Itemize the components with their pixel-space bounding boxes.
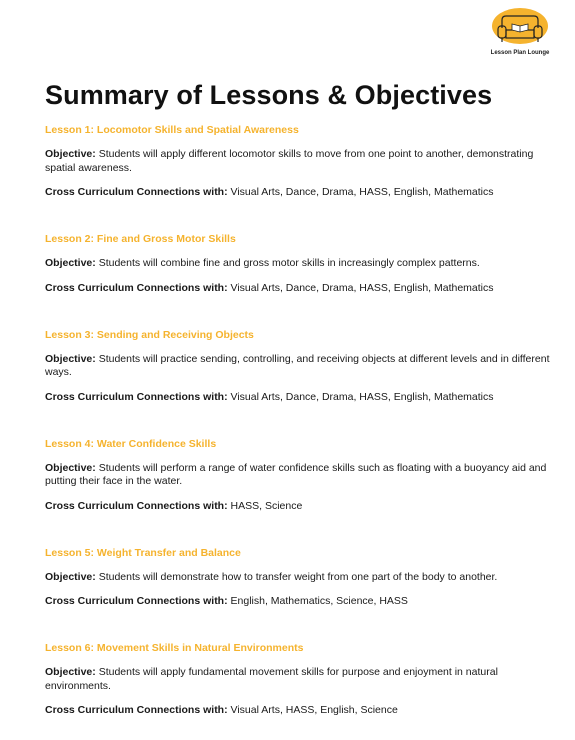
objective-text: Students will demonstrate how to transfer weight from one part of the body to another. bbox=[95, 570, 498, 583]
logo-text: Lesson Plan Lounge bbox=[490, 50, 550, 56]
lesson-connections bbox=[45, 282, 550, 295]
lesson-spacer bbox=[45, 199, 550, 233]
objective-text: Students will apply different locomotor skills to move from one point to another, demonstrating spatial awareness. bbox=[45, 148, 534, 174]
page-title: Summary of Lessons & Objectives bbox=[45, 80, 493, 110]
connections-label: Cross Curriculum Connections with: bbox=[45, 704, 228, 716]
connections-text: Visual Arts, Dance, Drama, HASS, English, Mathematics bbox=[227, 186, 494, 198]
connections-text: Visual Arts, Dance, Drama, HASS, English, Mathematics bbox=[227, 390, 494, 403]
lesson-spacer bbox=[45, 608, 550, 642]
objective-text: Students will practice sending, controlling, and receiving objects at different levels and in different ways. bbox=[45, 352, 550, 378]
connections-label: Cross Curriculum Connections with: bbox=[45, 186, 228, 198]
connections-text: HASS, Science bbox=[227, 499, 303, 512]
lesson-spacer bbox=[45, 404, 550, 438]
objective-label: Objective: bbox=[45, 352, 96, 365]
objective-text: Students will perform a range of water confidence skills such as floating with a buoyancy aid and putting their face in the water. bbox=[45, 461, 547, 487]
lesson-title: Lesson 4: Water Confidence Skills bbox=[45, 437, 217, 450]
lesson-4 bbox=[45, 438, 550, 513]
objective-text: Students will combine fine and gross motor skills in increasingly complex patterns. bbox=[95, 257, 480, 269]
lesson-spacer bbox=[45, 295, 550, 329]
lesson-5 bbox=[45, 547, 550, 609]
lesson-title: Lesson 1: Locomotor Skills and Spatial Awareness bbox=[45, 124, 299, 136]
objective-label: Objective: bbox=[45, 570, 96, 583]
lesson-connections bbox=[45, 500, 550, 513]
objective-label: Objective: bbox=[45, 148, 96, 160]
lesson-title: Lesson 6: Movement Skills in Natural Environments bbox=[45, 642, 304, 654]
lesson-objective bbox=[45, 353, 550, 380]
lesson-objective bbox=[45, 571, 550, 585]
lesson-spacer bbox=[45, 513, 550, 547]
lesson-6 bbox=[45, 642, 550, 717]
lesson-1 bbox=[45, 124, 550, 199]
connections-label: Cross Curriculum Connections with: bbox=[45, 390, 228, 403]
objective-label: Objective: bbox=[45, 257, 96, 269]
connections-text: Visual Arts, Dance, Drama, HASS, English, Mathematics bbox=[227, 281, 494, 294]
lesson-objective bbox=[45, 462, 550, 489]
lesson-connections bbox=[45, 704, 550, 717]
connections-label: Cross Curriculum Connections with: bbox=[45, 281, 228, 294]
connections-text: Visual Arts, HASS, English, Science bbox=[227, 704, 398, 716]
lesson-title: Lesson 2: Fine and Gross Motor Skills bbox=[45, 233, 236, 245]
objective-label: Objective: bbox=[45, 461, 96, 474]
objective-text: Students will apply fundamental movement skills for purpose and enjoyment in natural environments. bbox=[45, 666, 498, 692]
lesson-objective bbox=[45, 257, 550, 271]
lesson-objective bbox=[45, 666, 550, 693]
lesson-3 bbox=[45, 329, 550, 404]
lesson-2 bbox=[45, 233, 550, 295]
lesson-list bbox=[45, 124, 550, 717]
lesson-plan-lounge-logo bbox=[486, 6, 554, 66]
lesson-connections bbox=[45, 391, 550, 404]
lesson-connections bbox=[45, 186, 550, 199]
lesson-connections bbox=[45, 595, 550, 608]
lesson-title: Lesson 3: Sending and Receiving Objects bbox=[45, 328, 254, 341]
connections-label: Cross Curriculum Connections with: bbox=[45, 595, 228, 607]
lesson-title: Lesson 5: Weight Transfer and Balance bbox=[45, 546, 241, 559]
lesson-objective bbox=[45, 148, 550, 175]
connections-text: English, Mathematics, Science, HASS bbox=[227, 595, 408, 607]
objective-label: Objective: bbox=[45, 666, 96, 678]
connections-label: Cross Curriculum Connections with: bbox=[45, 499, 228, 512]
